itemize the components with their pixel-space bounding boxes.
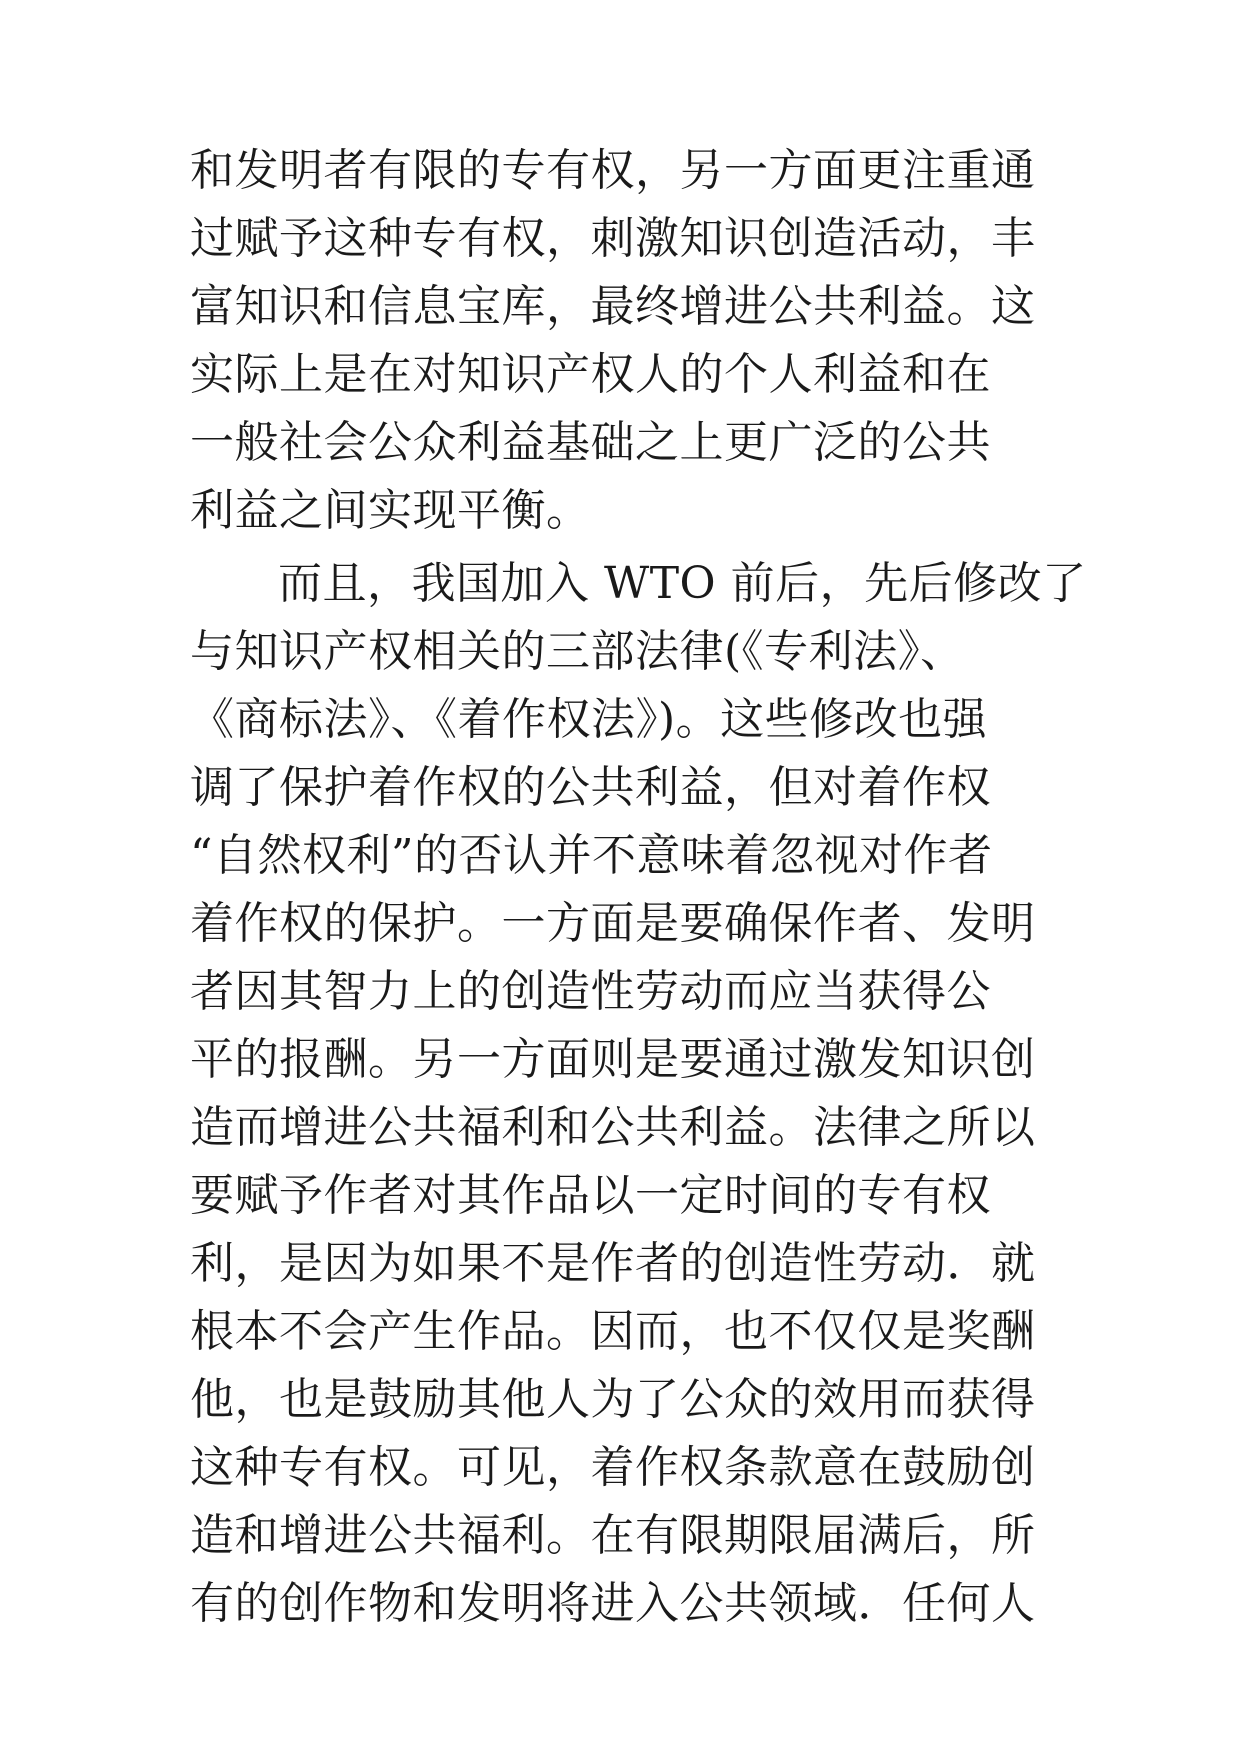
text-line: 要赋予作者对其作品以一定时间的专有权 [190,1170,991,1221]
text-line: 者因其智力上的创造性劳动而应当获得公 [190,966,991,1017]
text-line: 利，是因为如果不是作者的创造性劳动．就 [190,1238,1036,1289]
text-line: 一般社会公众利益基础之上更广泛的公共 [190,417,991,468]
text-line: 富知识和信息宝库，最终增进公共利益。这 [190,281,1036,332]
text-line: 利益之间实现平衡。 [190,485,591,536]
text-line: 有的创作物和发明将进入公共领域．任何人 [190,1578,1036,1629]
text-line: 平的报酬。另一方面则是要通过激发知识创 [190,1034,1036,1085]
body-text [190,137,1087,1638]
text-line: “自然权利”的否认并不意味着忽视对作者 [190,830,993,881]
paragraph-first-line: 而且，我国加入 WTO 前后，先后修改了 [278,558,1087,609]
text-line: 这种专有权。可见，着作权条款意在鼓励创 [190,1442,1036,1493]
text-line: 着作权的保护。一方面是要确保作者、发明 [190,898,1036,949]
text-line: 和发明者有限的专有权，另一方面更注重通 [190,145,1036,196]
text-line: 他，也是鼓励其他人为了公众的效用而获得 [190,1374,1036,1425]
text-line: 与知识产权相关的三部法律(《专利法》、 [190,626,965,677]
text-line: 调了保护着作权的公共利益，但对着作权 [190,762,991,813]
text-line: 造和增进公共福利。在有限期限届满后，所 [190,1510,1036,1561]
text-line: 造而增进公共福利和公共利益。法律之所以 [190,1102,1036,1153]
text-line: 根本不会产生作品。因而，也不仅仅是奖酬 [190,1306,1036,1357]
text-line: 过赋予这种专有权，刺激知识创造活动，丰 [190,213,1036,264]
text-line: 《商标法》、《着作权法》)。这些修改也强 [190,694,988,745]
text-line: 实际上是在对知识产权人的个人利益和在 [190,349,991,400]
